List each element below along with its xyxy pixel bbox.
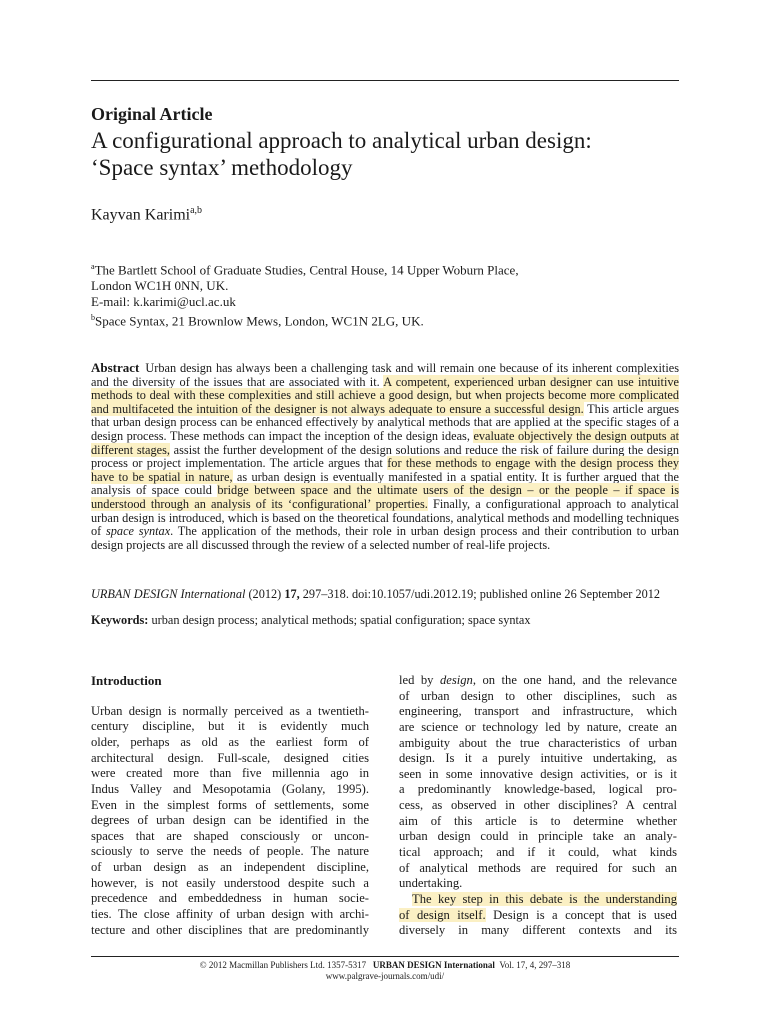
highlighted-text: of design itself. [399, 907, 486, 922]
text-line: of urban design to other disciplines, such as [399, 688, 677, 703]
abstract-text: This article argues that urban design process can be enhanced effectively by analytical methods that are applied at the specific stages of a design process. These methods can impact the inception of the design ideas, [91, 401, 679, 443]
text-line: sciously to serve the needs of people. The nature [91, 844, 369, 859]
text-line [399, 892, 677, 908]
text-line: seen in some innovative design activities, or is it [399, 766, 677, 781]
text-line: led by design, on the one hand, and the relevance [399, 673, 677, 687]
text-line: were created more than five millennia ago in [91, 766, 369, 781]
text-line: Indus Valley and Mesopotamia (Golany, 1995). [91, 781, 369, 796]
text-line: tecture and other disciplines that are predominantly [91, 922, 369, 937]
keywords-label: Keywords: [91, 613, 149, 627]
text-line: precedence and embeddedness in human socie- [91, 891, 369, 906]
footer-rule [91, 956, 679, 957]
text-line: are science or technology led by nature, create an [399, 719, 677, 734]
article-type: Original Article [91, 104, 213, 124]
text-line: older, perhaps as old as the earliest form of [91, 734, 369, 749]
affiliation-line: $^a$The Bartlett School of Graduate Studies, Central House, 14 Upper Woburn Place, [91, 262, 519, 278]
keywords [91, 613, 531, 628]
text-line: urban design could in principle take an analy- [399, 829, 677, 844]
citation-line: URBAN DESIGN International (2012) 17, 297–318. doi:10.1057/udi.2012.19; published online 26 September 2012 [91, 587, 661, 601]
footer-journal: URBAN DESIGN International [372, 960, 495, 970]
text-line: century discipline, but it is evidently much [91, 719, 369, 734]
affiliation-email[interactable]: E-mail: k.karimi@ucl.ac.uk [91, 294, 236, 310]
column-right [399, 673, 677, 939]
intro-paragraph [91, 704, 369, 939]
abstract-text: Finally, a configurational approach to analytical urban design is introduced, which is based on the theoretical foundations, analytical methods and modelling techniques of [91, 496, 679, 539]
text-line: spaces that are shaped consciously or uncon- [91, 828, 369, 843]
author-affil-marks: a,b [190, 205, 203, 216]
affiliations [91, 259, 681, 330]
text-line: tical approach; and if it could, what kinds [399, 845, 677, 860]
text-line: degrees of urban design can be identified in the [91, 813, 369, 828]
author [91, 205, 202, 224]
page-footer [91, 960, 679, 982]
column-left [91, 673, 369, 938]
text-line: Urban design is normally perceived as a twentieth- [91, 703, 369, 718]
text-line: a predominantly knowledge-based, logical pro- [399, 782, 677, 797]
abstract [91, 361, 679, 552]
footer-url[interactable]: www.palgrave-journals.com/udi/ [325, 971, 445, 981]
abstract-text: space syntax [106, 524, 171, 539]
abstract-text: Urban design has always been a challenging task and will remain one because of its inherent complexities and the diversity of the issues that are associated with it. [91, 361, 679, 389]
text-line: design. Is it a purely intuitive undertaking, as [399, 751, 677, 766]
abstract-text: . The application of the methods, their role in urban design process and their contribution to urban design projects are all discussed through the review of a selected number of real-life projects. [91, 524, 679, 552]
abstract-label: Abstract [91, 360, 140, 375]
title-line: A configurational approach to analytical urban design: [91, 128, 592, 153]
text-line: aim of this article is to determine whether [399, 813, 677, 828]
highlighted-text: for these methods to engage with the design process they have to be spatial in nature, [91, 456, 679, 484]
abstract-text: as urban design is eventually manifested in a spatial entity. It is further argued that the analysis of space could [91, 469, 680, 498]
text-line: diversely in many different contexts and its [399, 923, 677, 938]
highlighted-text: A competent, experienced urban designer can use intuitive methods to deal with these complexities and still achieve a good design, but when projects become more complicated and multifaceted the intuition of the designer is not always adequate to ensure a successful design. [91, 374, 679, 416]
header-rule [91, 80, 679, 81]
text-line: of design itself. Design is a concept that is used [399, 907, 677, 922]
intro-paragraph-continued [399, 673, 677, 939]
journal-name: URBAN DESIGN International [91, 587, 246, 601]
title-line: ‘Space syntax’ methodology [91, 155, 353, 180]
keywords-text: urban design process; analytical methods; spatial configuration; space syntax [148, 613, 531, 627]
abstract-text: assist the further development of the design solutions and reduce the risk of failure during the design process or project implementation. The article argues that [91, 442, 679, 471]
abstract-body [91, 361, 679, 552]
author-name: Kayvan Karimi [91, 206, 191, 224]
affiliation-line: London WC1H 0NN, UK. [91, 278, 229, 294]
text-line: however, is not easily understood despite such a [91, 875, 369, 890]
citation-details: 297–318. doi:10.1057/udi.2012.19; published online 26 September 2012 [299, 587, 661, 601]
section-heading-introduction: Introduction [91, 673, 162, 688]
affiliation-line: $^b$Space Syntax, 21 Brownlow Mews, London, WC1N 2LG, UK. [91, 313, 424, 329]
text-line: cess, as observed in other disciplines? A central [399, 798, 677, 813]
text-line: Even in the simplest forms of settlements, some [91, 797, 369, 812]
highlighted-text: The key step in this debate is the understanding [412, 891, 677, 906]
text-line: ambiguity about the true characteristics of urban [399, 735, 677, 750]
text-line: undertaking. [399, 876, 463, 891]
text-line: of analytical methods are required for such an [399, 860, 677, 875]
text-line: of urban design as an independent discipline, [91, 860, 369, 875]
volume: 17, [284, 587, 300, 601]
footer-line-1: © 2012 Macmillan Publishers Ltd. 1357-5317 URBAN DESIGN International Vol. 17, 4, 297–318 [199, 960, 571, 970]
text-line: ties. The close affinity of urban design with archi- [91, 906, 369, 921]
text-line: engineering, transport and infrastructure, which [399, 704, 677, 719]
highlighted-text: bridge between space and the ultimate users of the design – or the people – if space is understood through an analysis of its ‘configurational’ properties. [91, 483, 679, 511]
highlighted-text: evaluate objectively the design outputs at different stages, [91, 428, 679, 457]
text-line: architectural design. Full-scale, designed cities [91, 750, 369, 765]
article-title [91, 127, 691, 181]
